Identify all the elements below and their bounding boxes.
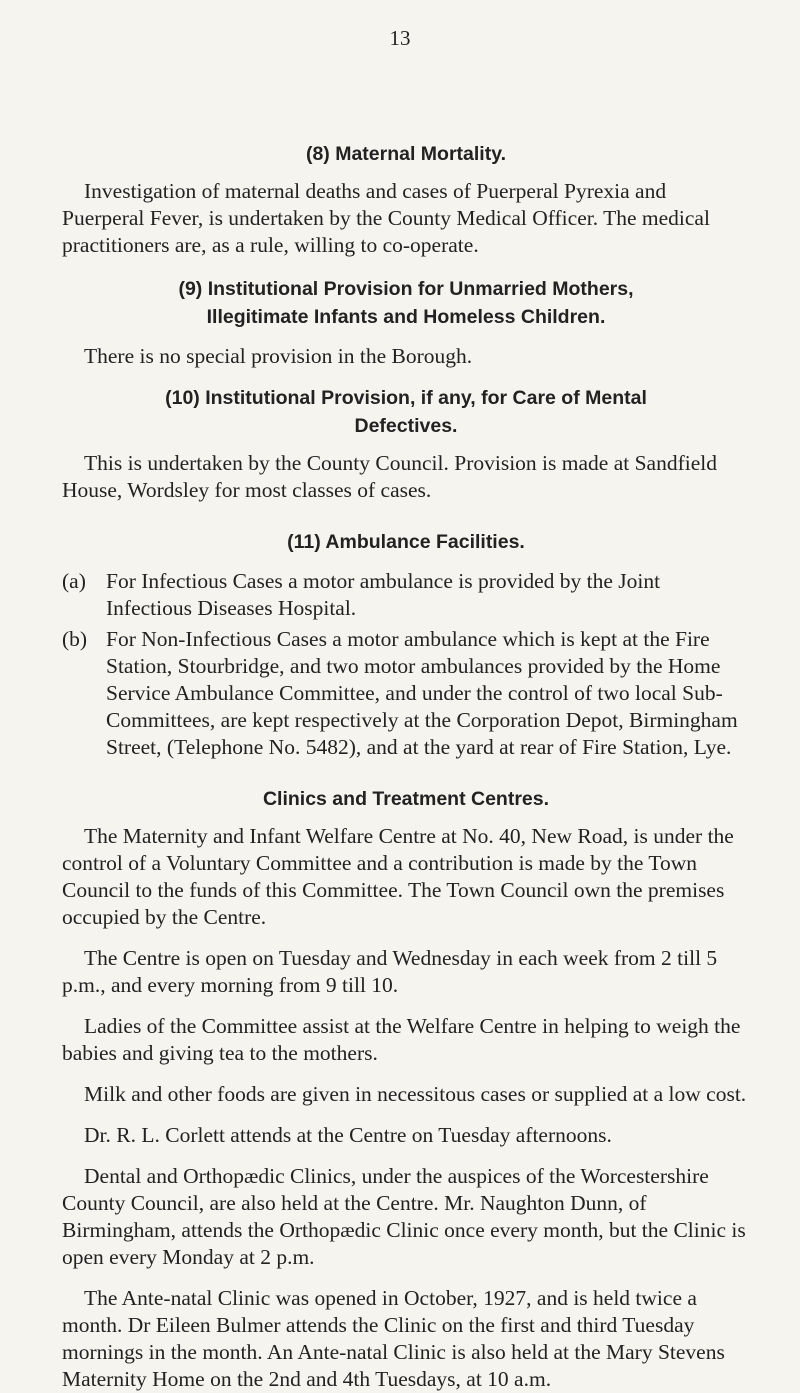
heading-clinics: Clinics and Treatment Centres. [262,788,550,810]
item-label-b: (b) [62,627,88,651]
paragraph-clinics-3: Ladies of the Committee assist at the Welfare Centre in helping to weigh the babies and giving tea to the mothers. [62,1014,741,1065]
heading-ambulance-facilities: (11) Ambulance Facilities. [287,531,525,553]
paragraph-clinics-1: The Maternity and Infant Welfare Centre at No. 40, New Road, is under the control of a Voluntary Committee and a contribution is made by the Town Council to the funds of this Committee. The Town Council own the premises occupied by the Centre. [62,824,734,929]
paragraph-clinics-4: Milk and other foods are given in necessitous cases or supplied at a low cost. [84,1082,747,1106]
heading-unmarried-mothers: (9) Institutional Provision for Unmarried Mothers, Illegitimate Infants and Homeless Children. [178,278,634,328]
paragraph-mental-defectives: This is undertaken by the County Council. Provision is made at Sandfield House, Wordsley for most classes of cases. [62,451,717,502]
item-label-a: (a) [62,569,86,593]
paragraph-unmarried-mothers: There is no special provision in the Borough. [84,344,473,368]
ambulance-item-b: (b) For Non-Infectious Cases a motor ambulance which is kept at the Fire Station, Stourbridge, and two motor ambulances provided by the Home Service Ambulance Committee, and under the control of two local Sub-Committees, are kept respectively at the Corporation Depot, Birmingham Street, (Telephone No. 5482), and at the yard at rear of Fire Station, Lye. [62,627,738,759]
paragraph-clinics-6: Dental and Orthopædic Clinics, under the auspices of the Worcestershire County Council, are also held at the Centre. Mr. Naughton Dunn, of Birmingham, attends the Orthopædic Clinic once every month, but the Clinic is open every Monday at 2 p.m. [62,1164,746,1269]
page-number: 13 [389,26,411,50]
heading-maternal-mortality: (8) Maternal Mortality. [305,143,507,165]
paragraph-clinics-7: The Ante-natal Clinic was opened in October, 1927, and is held twice a month. Dr Eileen Bulmer attends the Clinic on the first and third Tuesday mornings in the month. An Ante-natal Clinic is also held at the Mary Stevens Maternity Home on the 2nd and 4th Tuesdays, at 10 a.m. [62,1286,725,1391]
paragraph-clinics-2: The Centre is open on Tuesday and Wednesday in each week from 2 till 5 p.m., and every morning from 9 till 10. [62,946,718,997]
paragraph-clinics-5: Dr. R. L. Corlett attends at the Centre on Tuesday afternoons. [84,1123,612,1147]
paragraph-maternal-mortality: Investigation of maternal deaths and cases of Puerperal Pyrexia and Puerperal Fever, is undertaken by the County Medical Officer. The medical practitioners are, as a rule, willing to co-operate. [62,179,710,257]
heading-mental-defectives: (10) Institutional Provision, if any, for Care of Mental Defectives. [165,387,647,437]
ambulance-item-a: (a) For Infectious Cases a motor ambulance is provided by the Joint Infectious Diseases Hospital. [62,569,661,620]
